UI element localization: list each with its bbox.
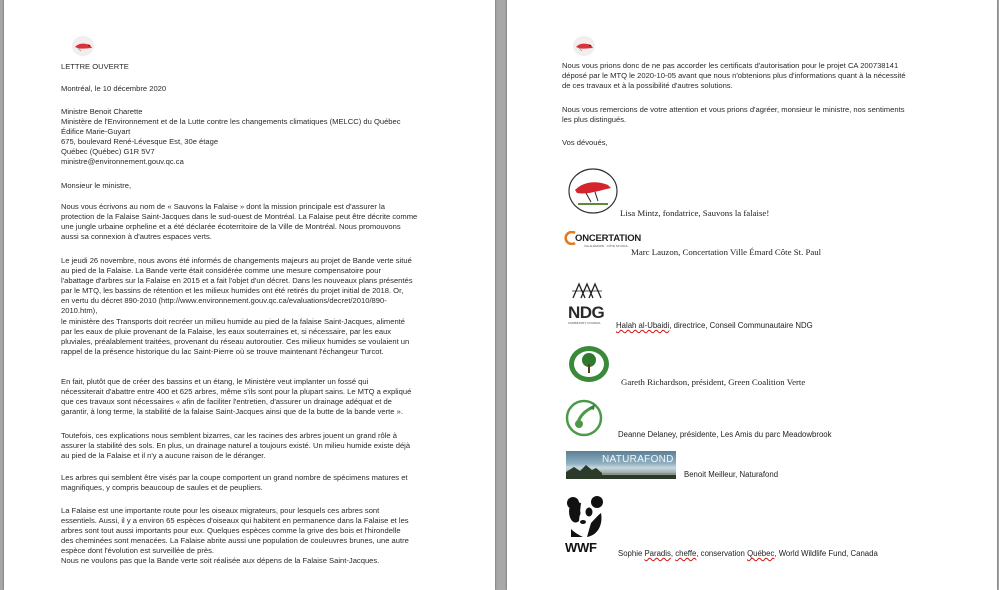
signatory-1: Lisa Mintz, fondatrice, Sauvons la falaise! <box>620 208 770 218</box>
recipient-address <box>61 107 401 168</box>
text-line: Nous vous remercions de votre attention et vous prions d'agréer, monsieur le ministre, nos sentiments <box>562 105 905 114</box>
document-page-2 <box>507 0 997 590</box>
text-line: magnifiques, y compris beaucoup de saules et de peupliers. <box>61 483 263 493</box>
naturafond-logo <box>566 451 676 479</box>
ndg-emblem-icon <box>570 281 604 301</box>
text-line: aussi sa connexion à d'autres espaces verts. <box>61 232 212 242</box>
wwf-logo-text: WWF <box>565 540 597 555</box>
text-line: pluviales, préalablement traitées, provenant du réseau autoroutier. Ces milieux humides se voulaient un <box>61 336 410 346</box>
text-line: nécessiterait d'abattre entre 400 et 625 arbres, même s'ils sont pour la plupart sains. Le MTQ a expliqué <box>61 387 412 397</box>
closing-paragraph-2 <box>562 105 905 125</box>
text-line: au pied de la Falaise. La Bande verte était considérée comme une mesure compensatoire pour <box>61 266 381 276</box>
text-line: au pied de la Falaise et il n'y a aucune raison de le déranger. <box>61 451 266 461</box>
naturafond-logo-text: NATURAFOND <box>602 454 674 465</box>
text-line: Nous vous prions donc de ne pas accorder les certificats d'autorisation pour le projet CA 200738141 <box>562 61 899 70</box>
text-line: Toutefois, ces explications nous semblent bizarres, car les racines des arbres jouent un grand rôle à <box>61 431 397 440</box>
concertation-logo-subtext: VILLE-ÉMARD · CÔTE ST-PAUL <box>584 244 629 248</box>
text-line: assurer la stabilité des sols. En plus, un drainage naturel a toujours existé. Un milieu humide existe déjà <box>61 441 411 451</box>
signatory-3: Halah al-Ubaidi, directrice, Conseil Communautaire NDG <box>616 321 813 330</box>
text-line: Nous vous écrivons au nom de « Sauvons la Falaise » dont la mission principale est d'assurer la <box>61 202 385 211</box>
letter-date: Montréal, le 10 décembre 2020 <box>61 84 167 93</box>
paragraph-1 <box>61 202 417 242</box>
letterhead-bird-logo <box>71 35 95 57</box>
text-line: en vertu du décret 890-2010 (http://www.environnement.gouv.qc.ca/evaluations/decret/2010/890- <box>61 296 387 306</box>
text-line: que ces travaux sont nécessaires « afin de faciliter l'entretien, d'assurer un drainage adéquat et de <box>61 397 392 407</box>
wwf-logo <box>563 495 607 557</box>
text-line: La Falaise est une importante route pour les oiseaux migrateurs, pour lesquels ces arbres sont <box>61 506 380 515</box>
text-line: par les eaux de pluie provenant de la Falaise, les eaux souterraines et, si nécessaire, par les eaux <box>61 326 392 336</box>
address-line: 675, boulevard René-Lévesque Est, 30e étage <box>61 137 219 147</box>
ndg-logo <box>565 281 611 325</box>
text-line: En fait, plutôt que de créer des bassins et un étang, le Ministère veut implanter un fossé qui <box>61 377 369 386</box>
misspelled-name: Halah al-Ubaidi <box>616 321 670 330</box>
text-line: Nous ne voulons pas que la Bande verte soit réalisée aux dépens de la Falaise Saint-Jacques. <box>61 556 380 566</box>
naturafond-landscape-icon <box>566 463 676 479</box>
text-line: rappel de la présence historique du lac Saint-Pierre où se trouve maintenant l'échangeur Turcot. <box>61 346 384 356</box>
text-line: par le MTQ, les bassins de rétention et les milieux humides ont été retirés du projet initial de 2018. Or, <box>61 286 404 296</box>
address-line: ministre@environnement.gouv.qc.ca <box>61 157 184 167</box>
document-page-1 <box>4 0 495 590</box>
signatory-7: Sophie Paradis, cheffe, conservation Québec, World Wildlife Fund, Canada <box>618 549 878 558</box>
text-line: garantir, à long terme, la stabilité de la falaise Saint-Jacques ainsi que de la butte de la bande verte ». <box>61 407 403 417</box>
concertation-logo <box>564 230 642 250</box>
panda-icon <box>565 495 605 539</box>
address-line: Ministre Benoit Charette <box>61 107 143 116</box>
text-line: Les arbres qui semblent être visés par la coupe comportent un grand nombre de spécimens matures et <box>61 473 408 482</box>
text-line: essentiels. Aussi, il y a environ 65 espèces d'oiseaux qui habitent en permanence dans la Falaise et les <box>61 516 409 526</box>
text-line: des cheminées sont menacées. La Falaise abrite aussi une population de couleuvres brunes, une autre <box>61 536 409 546</box>
salutation: Monsieur le ministre, <box>61 181 132 190</box>
text-line: arbres sont tout aussi importants pour eux. Quelques espèces comme la grive des bois et l'hirondelle <box>61 526 401 536</box>
text-line: le ministère des Transports doit recréer un milieu humide au pied de la falaise Saint-Jacques, alimenté <box>61 316 406 326</box>
ndg-logo-subtext: COMMUNITY COUNCIL <box>568 321 601 325</box>
text-line: déposé par le MTQ le 2020-10-05 avant que nous n'obtenions plus d'informations quant à la nécessité <box>562 71 906 81</box>
green-coalition-logo <box>567 344 611 384</box>
amis-parc-meadowbrook-logo <box>565 398 603 438</box>
paragraph-2 <box>61 256 413 357</box>
signatory-4: Gareth Richardson, président, Green Coalition Verte <box>621 377 806 387</box>
text-line: les plus distingués. <box>562 115 627 125</box>
signatory-5: Deanne Delaney, présidente, Les Amis du parc Meadowbrook <box>618 430 832 439</box>
misspelled-word: Paradis <box>644 549 671 558</box>
ndg-logo-text: NDG <box>568 303 605 322</box>
letter-title: LETTRE OUVERTE <box>61 62 129 71</box>
address-line: Ministère de l'Environnement et de la Lutte contre les changements climatiques (MELCC) du Québec <box>61 117 401 127</box>
text-line: protection de la Falaise Saint-Jacques dans le sud-ouest de Montréal. La Falaise peut être décrite comme <box>61 212 418 222</box>
letterhead-bird-logo <box>572 35 596 57</box>
concertation-logo-text: ONCERTATION <box>575 233 642 244</box>
paragraph-6 <box>61 506 409 567</box>
misspelled-word: Québec <box>747 549 775 558</box>
text-line: Le jeudi 26 novembre, nous avons été informés de changements majeurs au projet de Bande verte situé <box>61 256 412 265</box>
closing-paragraph-1 <box>562 61 906 91</box>
misspelled-word: cheffe <box>675 549 697 558</box>
text-line: une jungle urbaine orpheline et a été déclarée écoterritoire de la Ville de Montréal. Nous promouvons <box>61 222 401 232</box>
text-line: espèce dont l'évolution est surveillée de près. <box>61 546 214 556</box>
paragraph-3 <box>61 377 411 417</box>
text-line: l'abattage d'arbres sur la Falaise en 2015 et a fait l'objet d'un décret. Dans les nouveaux plans présentés <box>61 276 413 286</box>
paragraph-5 <box>61 473 408 493</box>
closing-valediction: Vos dévoués, <box>562 138 608 147</box>
paragraph-4 <box>61 431 410 461</box>
sauvons-la-falaise-logo <box>568 168 618 214</box>
signatory-2: Marc Lauzon, Concertation Ville Émard Côte St. Paul <box>631 247 822 257</box>
address-line: Édifice Marie-Guyart <box>61 127 131 137</box>
text-line: de ces travaux et à la possibilité d'autres solutions. <box>562 81 733 91</box>
address-line: Québec (Québec) G1R 5V7 <box>61 147 155 157</box>
text-line: 2010.htm), <box>61 306 98 316</box>
signatory-6: Benoit Meilleur, Naturafond <box>684 470 779 479</box>
